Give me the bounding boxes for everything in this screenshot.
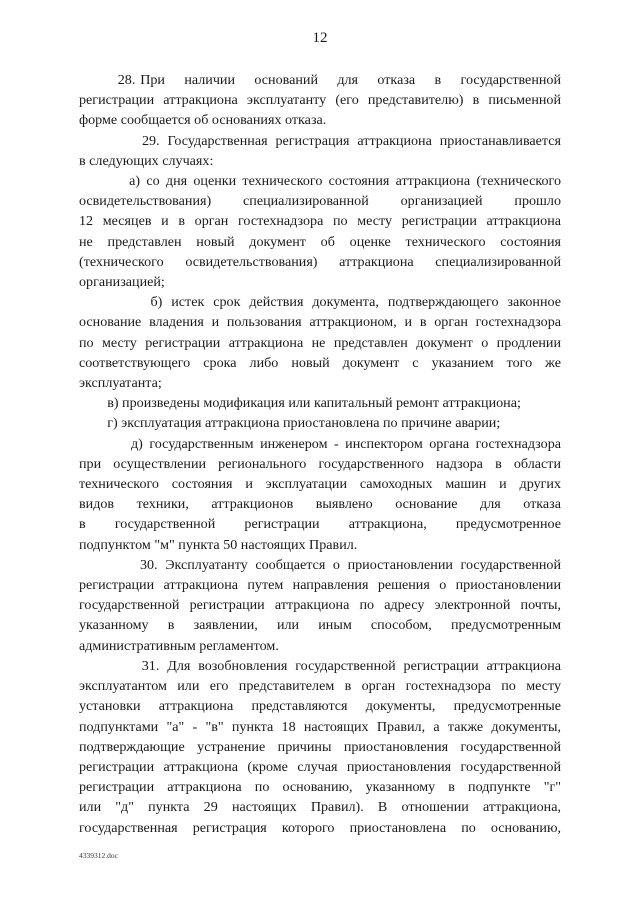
text-line: не представлен новый документ об оценке технического состояния <box>79 233 561 250</box>
text-line: установки аттракциона представляются документы, предусмотренные <box>79 698 561 715</box>
paragraph <box>79 70 561 131</box>
paragraph <box>79 656 561 838</box>
text-line: (технического освидетельствования) аттракциона специализированной <box>79 253 561 270</box>
text-line: соответствующего срока либо новый документ с указанием того же <box>79 354 561 371</box>
text-line: в) произведены модификация или капитальный ремонт аттракциона; <box>79 395 521 412</box>
paragraph <box>79 555 561 656</box>
text-line: государственная регистрация которого приостановлена по основанию, <box>79 819 561 836</box>
text-line: 28. При наличии оснований для отказа в государственной <box>79 72 561 88</box>
text-line: эксплуатанта; <box>79 375 162 392</box>
text-line: подтверждающие устранение причины приостановления государственной <box>79 738 561 755</box>
text-line: регистрации аттракциона эксплуатанту (его представителю) в письменной <box>79 92 561 109</box>
text-line: регистрации аттракциона (кроме случая приостановления государственной <box>79 758 561 775</box>
text-line: 31. Для возобновления государственной регистрации аттракциона <box>79 657 561 674</box>
text-line: основание владения и пользования аттракционом, и в орган гостехнадзора <box>79 314 561 331</box>
paragraph <box>79 292 561 393</box>
text-line: форме сообщается об основаниях отказа. <box>79 112 327 129</box>
text-line: а) со дня оценки технического состояния аттракциона (технического <box>79 173 561 190</box>
text-line: в следующих случаях: <box>79 152 214 169</box>
text-line: указанному в заявлении, или иным способом, предусмотренным <box>79 617 561 634</box>
text-line: г) эксплуатация аттракциона приостановлена по причине аварии; <box>79 415 501 432</box>
text-line: технического состояния и эксплуатации самоходных машин и других <box>79 476 561 493</box>
text-line: 30. Эксплуатанту сообщается о приостановлении государственной <box>79 556 561 573</box>
text-line: по месту регистрации аттракциона не представлен документ о продлении <box>79 334 561 351</box>
paragraph <box>79 393 561 413</box>
text-line: подпунктом "м" пункта 50 настоящих Правил. <box>79 536 358 553</box>
text-line: подпунктами "а" - "в" пункта 18 настоящих Правил, а также документы, <box>79 718 561 735</box>
text-line: 12 месяцев и в орган гостехнадзора по месту регистрации аттракциона <box>79 213 561 230</box>
text-line: организацией; <box>79 274 165 291</box>
text-line: 29. Государственная регистрация аттракциона приостанавливается <box>79 132 561 149</box>
paragraph <box>79 131 561 171</box>
text-line: д) государственным инженером - инспектором органа гостехнадзора <box>79 435 561 452</box>
page-number: 12 <box>312 30 328 46</box>
text-line: государственной регистрации аттракциона по адресу электронной почты, <box>79 597 561 614</box>
document-body <box>79 70 561 838</box>
text-line: эксплуатантом или его представителем в орган гостехнадзора по месту <box>79 678 561 695</box>
text-line: освидетельствования) специализированной организацией прошло <box>79 193 561 210</box>
paragraph <box>79 171 561 292</box>
text-line: регистрации аттракциона по основанию, указанному в подпункте "г" <box>79 779 561 796</box>
text-line: видов техники, аттракционов выявлено основание для отказа <box>79 496 561 513</box>
text-line: б) истек срок действия документа, подтверждающего законное <box>79 294 561 311</box>
paragraph <box>79 413 561 433</box>
text-line: при осуществлении регионального государственного надзора в области <box>79 455 561 472</box>
paragraph <box>79 434 561 555</box>
document-file-code: 4339312.doc <box>79 851 118 860</box>
text-line: или "д" пункта 29 настоящих Правил). В отношении аттракциона, <box>79 799 561 816</box>
text-line: в государственной регистрации аттракциона, предусмотренное <box>79 516 561 533</box>
text-line: регистрации аттракциона путем направления решения о приостановлении <box>79 577 561 594</box>
text-line: административным регламентом. <box>79 637 279 654</box>
